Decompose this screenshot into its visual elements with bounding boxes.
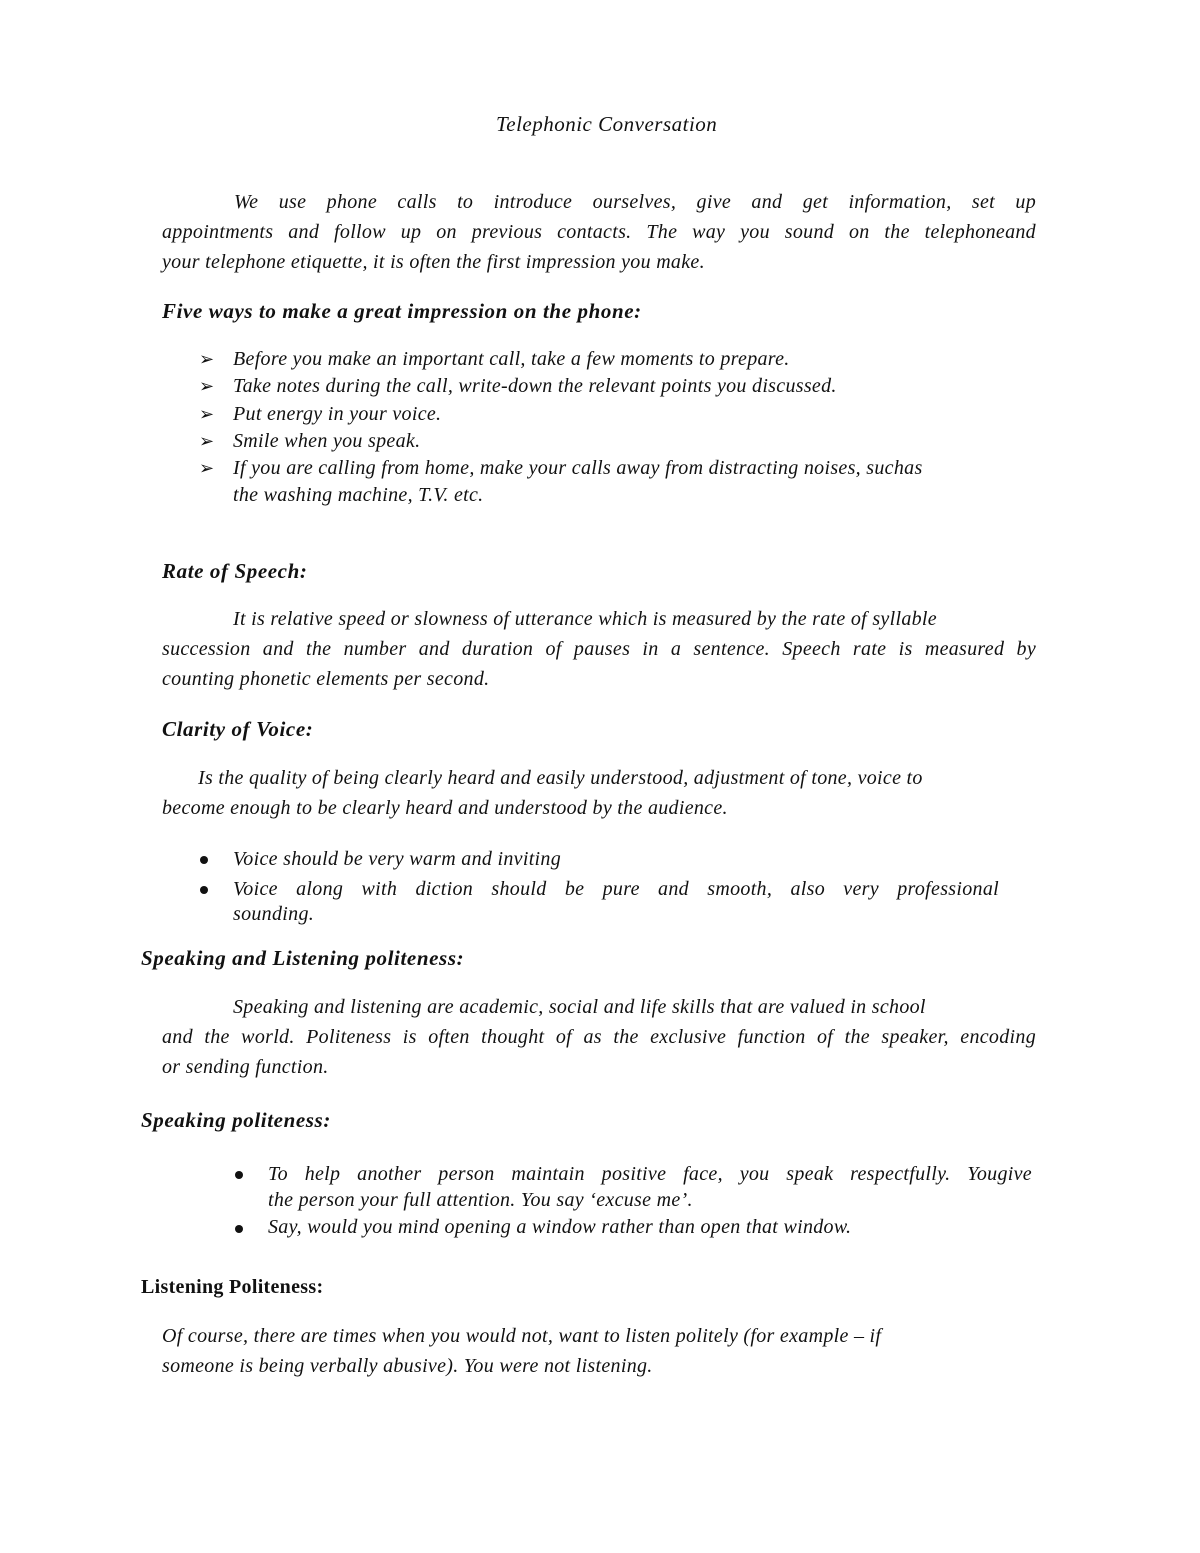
speaking-politeness-bullet-1-cont: the person your full attention. You say ‘excuse me’.: [268, 1189, 693, 1211]
listening-line-2: someone is being verbally abusive). You were not listening.: [162, 1355, 653, 1377]
bullet-dot-icon: [235, 1225, 243, 1233]
speaking-politeness-heading: Speaking politeness:: [141, 1108, 331, 1132]
arrow-bullet-icon: ➢: [199, 349, 215, 369]
clarity-heading: Clarity of Voice:: [162, 717, 314, 741]
bullet-dot-icon: [200, 856, 208, 864]
speaking-listening-line-2: and the world. Politeness is often thought of as the exclusive function of the speaker, encoding: [162, 1026, 1036, 1048]
arrow-bullet-icon: ➢: [199, 376, 215, 396]
five-ways-item-5-cont: the washing machine, T.V. etc.: [233, 484, 484, 506]
speaking-politeness-bullet-2: Say, would you mind opening a window rather than open that window.: [268, 1216, 852, 1238]
speaking-politeness-bullet-1: To help another person maintain positive face, you speak respectfully. Yougive: [268, 1163, 1032, 1185]
intro-line-1: We use phone calls to introduce ourselves, give and get information, set up: [234, 191, 1036, 213]
speaking-listening-heading: Speaking and Listening politeness:: [141, 946, 465, 970]
page-title: Telephonic Conversation: [496, 112, 718, 136]
clarity-line-2: become enough to be clearly heard and understood by the audience.: [162, 797, 728, 819]
five-ways-item-3: Put energy in your voice.: [233, 403, 442, 425]
rate-of-speech-heading: Rate of Speech:: [162, 559, 308, 583]
clarity-line-1: Is the quality of being clearly heard and easily understood, adjustment of tone, voice to: [198, 767, 923, 789]
rate-line-3: counting phonetic elements per second.: [162, 668, 490, 690]
speaking-listening-line-1: Speaking and listening are academic, social and life skills that are valued in school: [233, 996, 926, 1018]
five-ways-heading: Five ways to make a great impression on the phone:: [162, 299, 642, 323]
arrow-bullet-icon: ➢: [199, 404, 215, 424]
five-ways-item-2: Take notes during the call, write-down the relevant points you discussed.: [233, 375, 837, 397]
five-ways-item-4: Smile when you speak.: [233, 430, 421, 452]
arrow-bullet-icon: ➢: [199, 431, 215, 451]
listening-politeness-heading: Listening Politeness:: [141, 1276, 324, 1298]
intro-line-3: your telephone etiquette, it is often the first impression you make.: [162, 251, 705, 273]
clarity-bullet-2: Voice along with diction should be pure and smooth, also very professional: [233, 878, 999, 900]
clarity-bullet-2-cont: sounding.: [233, 903, 315, 925]
listening-line-1: Of course, there are times when you would not, want to listen politely (for example – if: [162, 1325, 882, 1347]
speaking-listening-line-3: or sending function.: [162, 1056, 329, 1078]
five-ways-item-5: If you are calling from home, make your calls away from distracting noises, suchas: [233, 457, 923, 479]
bullet-dot-icon: [200, 886, 208, 894]
arrow-bullet-icon: ➢: [199, 458, 215, 478]
five-ways-item-1: Before you make an important call, take a few moments to prepare.: [233, 348, 790, 370]
intro-line-2: appointments and follow up on previous contacts. The way you sound on the telephoneand: [162, 221, 1036, 243]
rate-line-1: It is relative speed or slowness of utterance which is measured by the rate of syllable: [233, 608, 937, 630]
bullet-dot-icon: [235, 1171, 243, 1179]
rate-line-2: succession and the number and duration of pauses in a sentence. Speech rate is measured by: [162, 638, 1036, 660]
clarity-bullet-1: Voice should be very warm and inviting: [233, 848, 562, 870]
